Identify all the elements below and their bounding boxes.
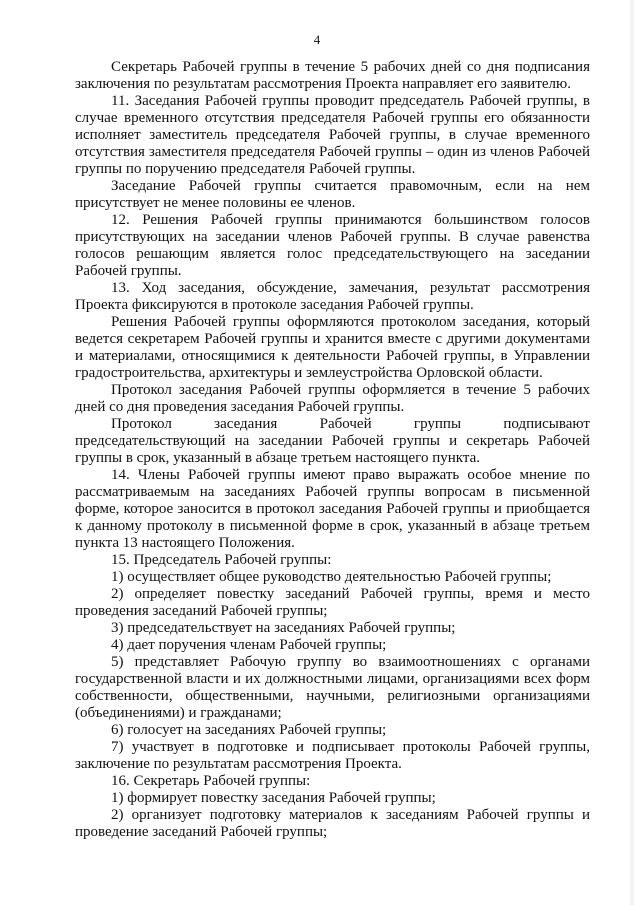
- paragraph: [75, 807, 590, 841]
- text-line: государственной власти и их должностными лицами, организациями всех форм: [75, 671, 590, 687]
- text-line: 5) представляет Рабочую группу во взаимоотношениях с органами: [111, 654, 590, 670]
- text-line: 12. Решения Рабочей группы принимаются большинством голосов: [111, 212, 590, 228]
- text-line: голосов решающим является голос председательствующего на заседании: [75, 246, 590, 262]
- text-line: исполняет заместитель председателя Рабочей группы, в случае временного: [75, 127, 590, 143]
- text-line: отсутствия заместителя председателя Рабочей группы – один из членов Рабочей: [75, 144, 590, 160]
- paragraph: [75, 314, 590, 382]
- text-line: присутствует не менее половины ее членов.: [75, 195, 356, 211]
- text-line: 3) председательствует на заседаниях Рабочей группы;: [111, 620, 456, 636]
- paragraph: [75, 212, 590, 280]
- text-line: и материалами, относящимися к деятельности Рабочей группы, в Управлении: [75, 348, 590, 364]
- text-line: присутствующих на заседании членов Рабочей группы. В случае равенства: [75, 229, 590, 245]
- paragraph: [75, 416, 590, 467]
- text-line: Секретарь Рабочей группы в течение 5 рабочих дней со дня подписания: [111, 59, 590, 75]
- text-line: 1) формирует повестку заседания Рабочей группы;: [111, 790, 436, 806]
- scan-edge: [630, 0, 634, 905]
- paragraph: [75, 637, 590, 654]
- text-line: 6) голосует на заседаниях Рабочей группы;: [111, 722, 387, 738]
- text-line: председательствующий на заседании Рабочей группы и секретарь Рабочей: [75, 433, 590, 449]
- text-line: пункта 13 настоящего Положения.: [75, 535, 295, 551]
- page-number: 4: [313, 32, 321, 47]
- text-line: к данному протоколу в письменной форме в срок, указанный в абзаце третьем: [75, 518, 590, 534]
- text-line: 2) организует подготовку материалов к заседаниям Рабочей группы и: [111, 807, 590, 823]
- paragraph: [75, 569, 590, 586]
- paragraph: [75, 552, 590, 569]
- paragraph: [75, 280, 590, 314]
- text-line: Рабочей группы.: [75, 263, 182, 279]
- text-line: дней со дня проведения заседания Рабочей группы.: [75, 399, 405, 415]
- paragraph: [75, 59, 590, 93]
- paragraph: [75, 586, 590, 620]
- text-line: случае временного отсутствия председателя Рабочей группы его обязанности: [75, 110, 590, 126]
- paragraph: [75, 467, 590, 552]
- text-line: 7) участвует в подготовке и подписывает протоколы Рабочей группы,: [111, 739, 590, 755]
- text-line: Протокол заседания Рабочей группы оформляется в течение 5 рабочих: [111, 382, 590, 398]
- text-line: Протокол заседания Рабочей группы подписывают: [111, 416, 590, 432]
- text-line: рассматриваемым на заседаниях Рабочей группы вопросам в письменной: [75, 484, 590, 500]
- text-line: Заседание Рабочей группы считается правомочным, если на нем: [111, 178, 590, 194]
- text-line: 1) осуществляет общее руководство деятельностью Рабочей группы;: [111, 569, 552, 585]
- text-line: 13. Ход заседания, обсуждение, замечания, результат рассмотрения: [111, 280, 590, 296]
- text-line: Проекта фиксируются в протоколе заседания Рабочей группы.: [75, 297, 474, 313]
- text-line: группы в срок, указанный в абзаце третьем настоящего пункта.: [75, 450, 480, 466]
- text-line: 15. Председатель Рабочей группы:: [111, 552, 332, 568]
- text-line: проведения заседаний Рабочей группы;: [75, 603, 328, 619]
- document-body: [75, 59, 590, 841]
- text-line: группы по поручению председателя Рабочей группы.: [75, 161, 416, 177]
- paragraph: [75, 722, 590, 739]
- text-line: 2) определяет повестку заседаний Рабочей группы, время и место: [111, 586, 590, 602]
- text-line: форме, которое заносится в протокол заседания Рабочей группы и приобщается: [75, 501, 590, 517]
- text-line: (объединениями) и гражданами;: [75, 705, 282, 721]
- paragraph: [75, 739, 590, 773]
- text-line: заключения по результатам рассмотрения Проекта направляет его заявителю.: [75, 76, 571, 92]
- paragraph: [75, 620, 590, 637]
- text-line: собственности, общественными, научными, религиозными организациями: [75, 688, 590, 704]
- paragraph: [75, 654, 590, 722]
- paragraph: [75, 382, 590, 416]
- paragraph: [75, 773, 590, 790]
- text-line: градостроительства, архитектуры и землеустройства Орловской области.: [75, 365, 543, 381]
- text-line: ведется секретарем Рабочей группы и хранится вместе с другими документами: [75, 331, 590, 347]
- text-line: заключение по результатам рассмотрения Проекта.: [75, 756, 402, 772]
- text-line: 11. Заседания Рабочей группы проводит председатель Рабочей группы, в: [111, 93, 590, 109]
- text-line: проведение заседаний Рабочей группы;: [75, 824, 328, 840]
- text-line: 4) дает поручения членам Рабочей группы;: [111, 637, 387, 653]
- text-line: 16. Секретарь Рабочей группы:: [111, 773, 311, 789]
- text-line: Решения Рабочей группы оформляются протоколом заседания, который: [111, 314, 590, 330]
- text-line: 14. Члены Рабочей группы имеют право выражать особое мнение по: [111, 467, 590, 483]
- paragraph: [75, 790, 590, 807]
- paragraph: [75, 178, 590, 212]
- paragraph: [75, 93, 590, 178]
